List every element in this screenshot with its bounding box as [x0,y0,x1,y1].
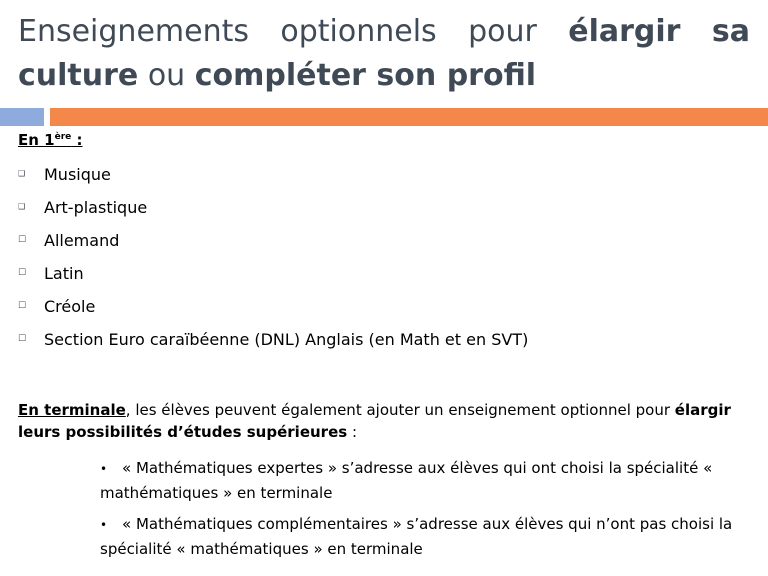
orange-accent-bar [50,108,768,126]
option-label: Latin [44,264,84,283]
terminale-label: En terminale [18,401,126,419]
square-bullet-icon: ☐ [18,268,27,278]
title-word: optionnels [280,14,437,49]
list-item [18,330,528,363]
list-item [18,264,528,297]
bullet-icon: • [100,518,108,532]
square-bullet-icon: ❑ [18,202,26,211]
first-year-heading [18,131,82,149]
list-item [18,198,528,231]
slide-title [18,10,750,98]
first-year-colon: : [71,131,83,149]
option-label: Section Euro caraïbéenne (DNL) Anglais (en Math et en SVT) [44,330,529,349]
list-item [18,165,528,198]
sub-item-text: « Mathématiques expertes » s’adresse aux élèves qui ont choisi la spécialité « mathématiques » en terminale [100,459,713,502]
title-word: ou [147,58,186,93]
option-label: Art-plastique [44,198,148,217]
list-item [18,231,528,264]
terminale-text: , les élèves peuvent également ajouter un enseignement optionnel pour [125,401,675,419]
option-label: Créole [44,297,96,316]
title-bold-word: sa [711,14,750,49]
title-bold-word: culture [18,58,139,93]
list-item [18,297,528,330]
sub-item-text: « Mathématiques complémentaires » s’adresse aux élèves qui n’ont pas choisi la spécialité « mathématiques » en terminale [100,515,733,558]
first-year-sup: ère [54,132,72,142]
option-label: Allemand [44,231,120,250]
bullet-icon: • [100,462,108,476]
title-bold-word: élargir [568,14,681,49]
options-list [18,165,528,363]
square-bullet-icon: ☐ [18,235,27,245]
option-label: Musique [44,165,111,184]
sub-item [100,512,740,561]
square-bullet-icon: ❑ [18,169,26,178]
title-line-2 [18,54,750,98]
terminale-colon: : [347,423,357,441]
square-bullet-icon: ☐ [18,301,27,311]
blue-accent-bar [0,108,44,126]
title-word: pour [468,14,537,49]
terminale-bold-text: élargir leurs possibilités d’études supérieures [18,401,731,441]
sub-item [100,456,740,505]
first-year-label: En 1 [18,131,55,149]
terminale-paragraph [18,399,758,443]
title-bold-word: compléter son profil [194,58,537,93]
square-bullet-icon: ☐ [18,334,27,344]
title-word: Enseignements [18,14,249,49]
title-line-1 [18,10,750,54]
